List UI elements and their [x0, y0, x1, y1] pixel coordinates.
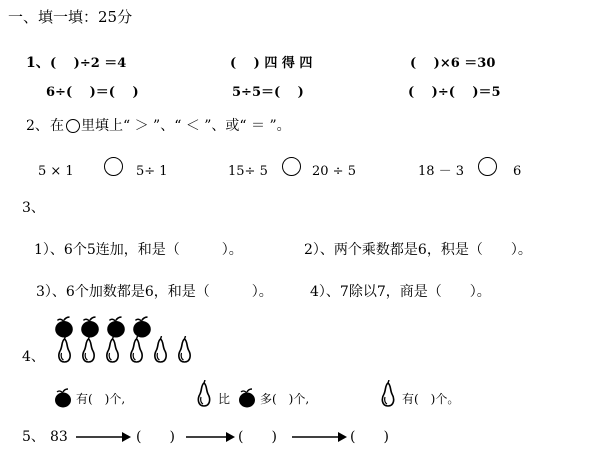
pear-icon: [104, 336, 121, 364]
q2-item1-circle[interactable]: [104, 157, 123, 176]
apple-icon: [238, 388, 256, 408]
q2-item3-left: 18 － 3: [418, 164, 465, 179]
apple-icon: [105, 316, 127, 338]
circle-blank-icon: [66, 119, 80, 133]
q2-prompt-a: 在: [50, 118, 64, 134]
q1-row2-item2: 5÷5＝( ): [232, 85, 304, 100]
q2-item1-right: 5÷ 1: [136, 164, 168, 179]
arrow-right-icon: [292, 430, 348, 444]
pear-icon: [196, 380, 212, 408]
q3-item2: 2）、两个乘数都是6，积是（ ）。: [304, 242, 532, 258]
q4-answer-c: 有( )个。: [402, 392, 460, 406]
apple-icon: [79, 316, 101, 338]
q3-item1: 1）、6个5连加，和是（ ）。: [34, 242, 243, 258]
q5-start: 83: [50, 429, 68, 445]
q5-blank-3[interactable]: ( ): [350, 429, 389, 445]
arrow-right-icon: [186, 430, 236, 444]
pear-icon: [80, 336, 97, 364]
q2-item3-right: 6: [513, 164, 522, 179]
apple-icon: [131, 316, 153, 338]
q2-item3-circle[interactable]: [478, 157, 497, 176]
q2-prompt-b: 里填上“ ＞ ”、“ ＜ ”、或“ ＝ ”。: [81, 118, 291, 134]
q5-number: 5、: [22, 429, 45, 445]
q1-number: 1、: [26, 55, 50, 71]
pear-icon: [128, 336, 145, 364]
q1-row1-item3: ( )×6 ＝30: [410, 56, 496, 71]
section-title: 一、填一填：25分: [8, 8, 133, 26]
q1-row2-item3: ( )÷( )＝5: [408, 85, 501, 100]
q5-blank-2[interactable]: ( ): [238, 429, 277, 445]
q4-answer-a: 有( )个,: [76, 392, 126, 406]
q1-row1-item1: ( )÷2 ＝4: [50, 56, 127, 71]
q1-row1-item2: ( ) 四 得 四: [230, 56, 313, 71]
q1-row2-item1: 6÷( )＝( ): [46, 85, 139, 100]
q4-answer-b-end: 多( )个,: [260, 392, 310, 406]
q4-number: 4、: [22, 349, 45, 365]
q2-item2-right: 20 ÷ 5: [312, 164, 356, 179]
q2-item1-left: 5 × 1: [38, 164, 74, 179]
q3-item3: 3）、6个加数都是6，和是（ ）。: [36, 284, 273, 300]
apple-icon: [53, 316, 75, 338]
pear-icon: [380, 380, 396, 408]
q3-number: 3、: [22, 200, 45, 216]
q4-answer-b-mid: 比: [218, 392, 231, 406]
q2-item2-circle[interactable]: [282, 157, 301, 176]
q2-number: 2、: [26, 118, 49, 134]
arrow-right-icon: [76, 430, 132, 444]
q3-item4: 4）、7除以7，商是（ ）。: [310, 284, 491, 300]
pear-icon: [176, 336, 193, 364]
pear-icon: [56, 336, 73, 364]
pear-icon: [152, 336, 169, 364]
apple-icon: [54, 388, 72, 408]
q2-item2-left: 15÷ 5: [228, 164, 268, 179]
q5-blank-1[interactable]: ( ): [136, 429, 175, 445]
